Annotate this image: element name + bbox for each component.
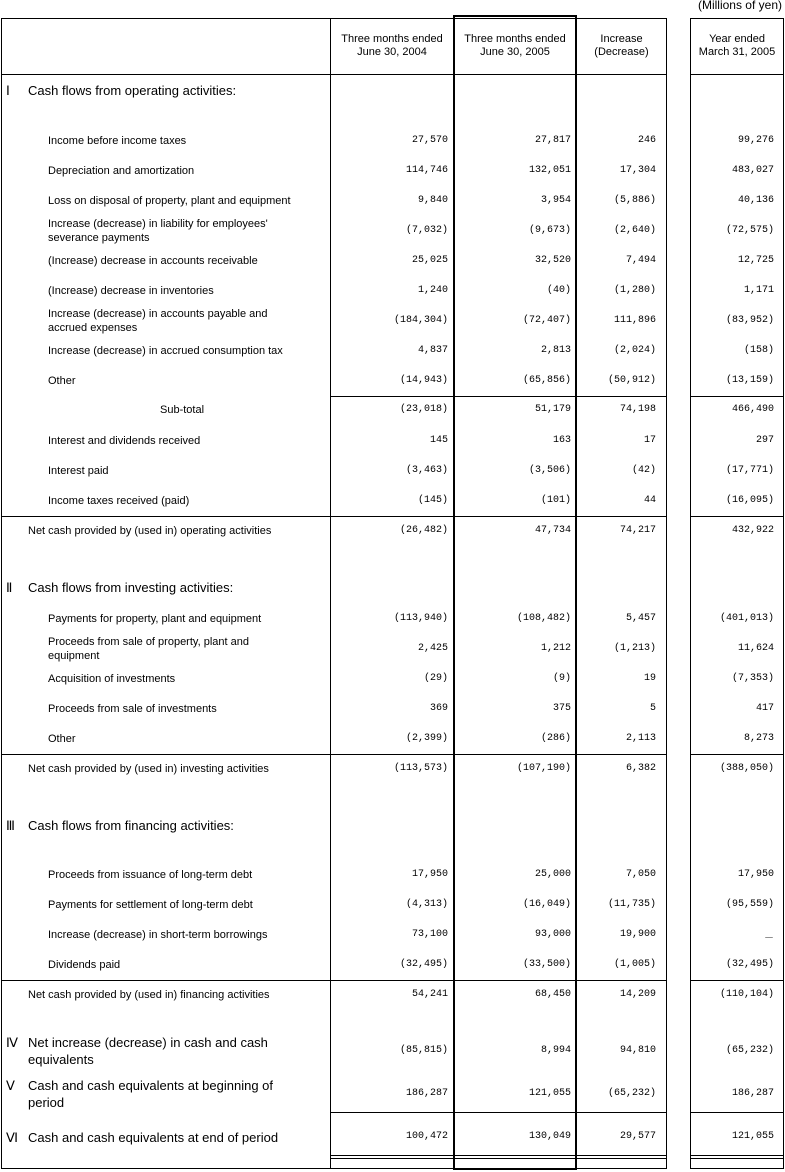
value-2004: (26,482) xyxy=(399,525,448,536)
value-change: 44 xyxy=(643,495,656,506)
value-2004: 27,570 xyxy=(411,135,448,146)
value-2005: 68,450 xyxy=(534,989,571,1000)
value-change: 19 xyxy=(643,673,656,684)
value-2004: 100,472 xyxy=(405,1131,448,1142)
value-change: (2,640) xyxy=(613,225,656,236)
value-2004: (29) xyxy=(423,673,448,684)
value-2005: 27,817 xyxy=(534,135,571,146)
value-2004: (184,304) xyxy=(393,315,448,326)
value-change: (1,280) xyxy=(613,285,656,296)
value-2004: 4,837 xyxy=(417,345,448,356)
value-change: 2,113 xyxy=(625,733,656,744)
value-fy2005: (401,013) xyxy=(719,613,774,624)
value-change: 17 xyxy=(643,435,656,446)
value-fy2005: 121,055 xyxy=(731,1131,774,1142)
value-2005: (101) xyxy=(540,495,571,506)
value-2004: (32,495) xyxy=(399,959,448,970)
value-change: 6,382 xyxy=(625,763,656,774)
row-label: Interest paid xyxy=(48,465,109,477)
value-fy2005: (32,495) xyxy=(725,959,774,970)
value-change: 7,494 xyxy=(625,255,656,266)
row-label: Increase (decrease) in accounts payable and accrued expenses xyxy=(48,308,268,334)
value-fy2005: 99,276 xyxy=(737,135,774,146)
section-number: Ⅲ xyxy=(6,817,15,833)
value-2005: (9) xyxy=(552,673,571,684)
value-2005: 47,734 xyxy=(534,525,571,536)
row-label: Cash and cash equivalents at beginning of period xyxy=(28,1078,274,1110)
value-2005: (72,407) xyxy=(522,315,571,326)
value-fy2005: 8,273 xyxy=(743,733,774,744)
row-label: Proceeds from sale of investments xyxy=(48,703,217,715)
row-label: Net cash provided by (used in) operating activities xyxy=(28,525,272,537)
value-2004: 9,840 xyxy=(417,195,448,206)
value-change: 111,896 xyxy=(613,315,656,326)
value-fy2005: (95,559) xyxy=(725,899,774,910)
row-label: Proceeds from issuance of long-term debt xyxy=(48,869,253,881)
value-change: (1,005) xyxy=(613,959,656,970)
value-change: 7,050 xyxy=(625,869,656,880)
header-col-2005: Three months ended June 30, 2005 xyxy=(464,33,566,58)
value-fy2005: (158) xyxy=(743,345,774,356)
value-2004: (3,463) xyxy=(405,465,448,476)
value-fy2005: － xyxy=(764,934,774,945)
value-fy2005: 17,950 xyxy=(737,869,774,880)
value-2005: (107,190) xyxy=(516,763,571,774)
value-2005: 130,049 xyxy=(528,1131,571,1142)
row-label: (Increase) decrease in accounts receivable xyxy=(48,255,258,267)
value-2004: 73,100 xyxy=(411,929,448,940)
row-label: Net cash provided by (used in) investing activities xyxy=(28,763,269,775)
row-label: Cash flows from financing activities: xyxy=(28,817,234,833)
value-fy2005: (388,050) xyxy=(719,763,774,774)
value-change: 5,457 xyxy=(625,613,656,624)
row-label: Income taxes received (paid) xyxy=(48,495,190,507)
header-col-2004: Three months ended June 30, 2004 xyxy=(341,33,443,58)
value-change: (65,232) xyxy=(607,1088,656,1099)
value-2005: 51,179 xyxy=(534,404,571,415)
value-change: 74,198 xyxy=(619,404,656,415)
row-label: Acquisition of investments xyxy=(48,673,176,685)
value-2004: 114,746 xyxy=(405,165,448,176)
value-2005: (3,506) xyxy=(528,465,571,476)
value-fy2005: (7,353) xyxy=(731,673,774,684)
value-2004: 17,950 xyxy=(411,869,448,880)
value-2004: (4,313) xyxy=(405,899,448,910)
row-label: (Increase) decrease in inventories xyxy=(48,285,214,297)
value-fy2005: 417 xyxy=(755,703,774,714)
value-fy2005: 483,027 xyxy=(731,165,774,176)
value-2005: 132,051 xyxy=(528,165,571,176)
value-fy2005: (110,104) xyxy=(719,989,774,1000)
row-label: Net increase (decrease) in cash and cash equivalents xyxy=(28,1035,268,1067)
row-label: Proceeds from sale of property, plant and equipment xyxy=(48,636,249,662)
value-change: 246 xyxy=(637,135,656,146)
value-2005: 3,954 xyxy=(540,195,571,206)
section-number: Ⅰ xyxy=(6,82,10,98)
value-change: 29,577 xyxy=(619,1131,656,1142)
value-2005: 32,520 xyxy=(534,255,571,266)
value-2005: (40) xyxy=(546,285,571,296)
value-2004: (113,573) xyxy=(393,763,448,774)
value-2005: 8,994 xyxy=(540,1045,571,1056)
unit-note: (Millions of yen) xyxy=(697,0,782,12)
section-number: Ⅵ xyxy=(6,1129,18,1145)
value-2005: (65,856) xyxy=(522,375,571,386)
value-change: (11,735) xyxy=(607,899,656,910)
value-fy2005: (16,095) xyxy=(725,495,774,506)
value-change: (42) xyxy=(631,465,656,476)
value-fy2005: (83,952) xyxy=(725,315,774,326)
value-change: (5,886) xyxy=(613,195,656,206)
row-label: Dividends paid xyxy=(48,959,121,971)
value-fy2005: (65,232) xyxy=(725,1045,774,1056)
value-2004: (7,032) xyxy=(405,225,448,236)
value-change: 94,810 xyxy=(619,1045,656,1056)
value-2005: 2,813 xyxy=(540,345,571,356)
header-col-change: Increase (Decrease) xyxy=(594,33,649,58)
row-label: Income before income taxes xyxy=(48,135,187,147)
row-label: Net cash provided by (used in) financing activities xyxy=(28,989,270,1001)
section-number: Ⅳ xyxy=(6,1035,18,1050)
row-label: Payments for property, plant and equipment xyxy=(48,613,262,625)
value-change: 5 xyxy=(649,703,656,714)
value-2005: (108,482) xyxy=(516,613,571,624)
value-2005: 25,000 xyxy=(534,869,571,880)
value-2005: (286) xyxy=(540,733,571,744)
row-label: Payments for settlement of long-term debt xyxy=(48,899,253,911)
value-change: (2,024) xyxy=(613,345,656,356)
value-change: (50,912) xyxy=(607,375,656,386)
row-label: Cash flows from operating activities: xyxy=(28,82,237,98)
row-label: Increase (decrease) in short-term borrowings xyxy=(48,929,268,941)
value-fy2005: 40,136 xyxy=(737,195,774,206)
value-2004: 186,287 xyxy=(405,1088,448,1099)
value-2004: (113,940) xyxy=(393,613,448,624)
value-change: 14,209 xyxy=(619,989,656,1000)
value-fy2005: (72,575) xyxy=(725,225,774,236)
header-col-fy2005: Year ended March 31, 2005 xyxy=(698,33,776,58)
value-fy2005: 12,725 xyxy=(737,255,774,266)
value-2004: (23,018) xyxy=(399,404,448,415)
value-2004: (2,399) xyxy=(405,733,448,744)
value-fy2005: 466,490 xyxy=(731,404,774,415)
row-label: Cash and cash equivalents at end of period xyxy=(28,1129,279,1145)
value-2004: (145) xyxy=(417,495,448,506)
value-2004: 54,241 xyxy=(411,989,448,1000)
value-fy2005: (17,771) xyxy=(725,465,774,476)
value-2005: (9,673) xyxy=(528,225,571,236)
row-label: Other xyxy=(48,733,76,745)
row-label: Depreciation and amortization xyxy=(48,165,195,177)
value-2005: (33,500) xyxy=(522,959,571,970)
row-label: Cash flows from investing activities: xyxy=(28,579,234,595)
value-2005: 1,212 xyxy=(540,643,571,654)
value-2005: (16,049) xyxy=(522,899,571,910)
value-2005: 375 xyxy=(552,703,571,714)
value-2004: 25,025 xyxy=(411,255,448,266)
row-label: Increase (decrease) in liability for employees' severance payments xyxy=(48,218,268,244)
section-number: Ⅱ xyxy=(6,579,13,595)
value-fy2005: 186,287 xyxy=(731,1088,774,1099)
value-change: 17,304 xyxy=(619,165,656,176)
value-fy2005: 11,624 xyxy=(737,643,774,654)
value-fy2005: 297 xyxy=(755,435,774,446)
row-label: Loss on disposal of property, plant and equipment xyxy=(48,195,291,207)
value-change: 19,900 xyxy=(619,929,656,940)
value-fy2005: 1,171 xyxy=(743,285,774,296)
value-fy2005: (13,159) xyxy=(725,375,774,386)
row-label: Interest and dividends received xyxy=(48,435,201,447)
row-label: Other xyxy=(48,375,76,387)
value-change: 74,217 xyxy=(619,525,656,536)
value-2005: 163 xyxy=(552,435,571,446)
value-2005: 93,000 xyxy=(534,929,571,940)
value-2004: (14,943) xyxy=(399,375,448,386)
value-2004: 2,425 xyxy=(417,643,448,654)
section-number: Ⅴ xyxy=(6,1078,15,1093)
value-fy2005: 432,922 xyxy=(731,525,774,536)
value-2004: 1,240 xyxy=(417,285,448,296)
value-2004: (85,815) xyxy=(399,1045,448,1056)
value-2004: 145 xyxy=(429,435,448,446)
value-change: (1,213) xyxy=(613,643,656,654)
value-2004: 369 xyxy=(429,703,448,714)
row-label: Increase (decrease) in accrued consumption tax xyxy=(48,345,283,357)
row-label: Sub-total xyxy=(160,404,205,416)
value-2005: 121,055 xyxy=(528,1088,571,1099)
